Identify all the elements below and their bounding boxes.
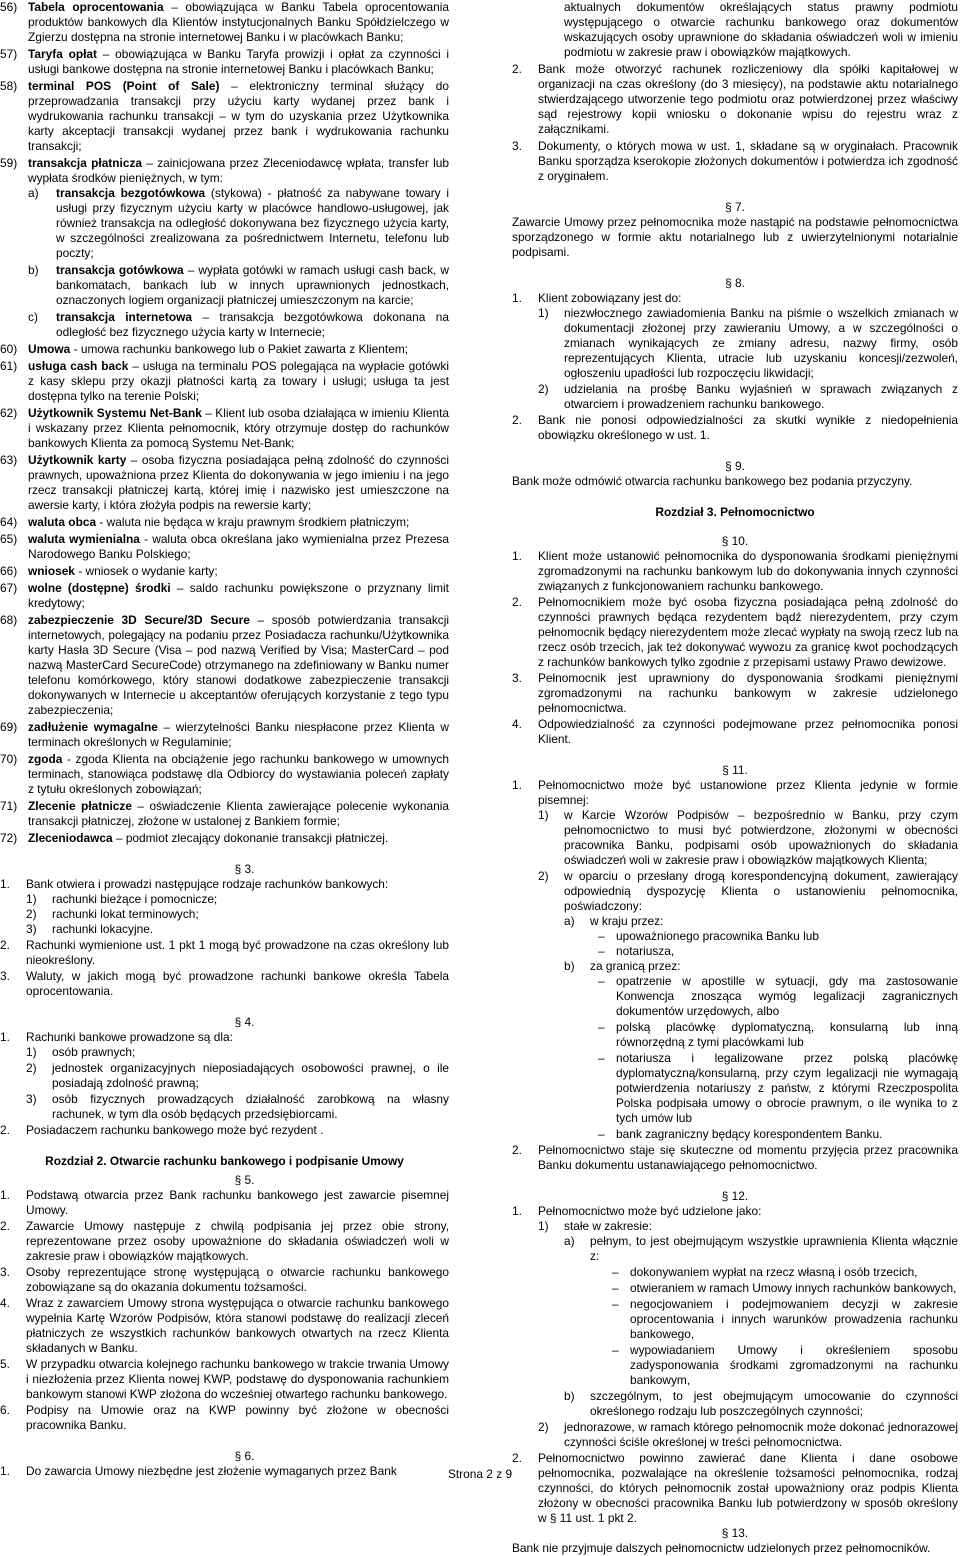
item-text: Rozdział 3. Pełnomocnictwo <box>655 505 815 519</box>
item-number: 2) <box>538 1420 549 1434</box>
item-text: dokonywaniem wypłat na rzecz własną i osób trzecich, <box>630 1265 918 1279</box>
item-text: niezwłocznego zawiadomienia Banku na piśmie o wszelkich zmianach w dokumentacji złożonej przy zawieraniu Umowy, a w szczególności o zmianach wynikających ze zmiany adresu, nazwy firmy, osób reprezentujących Klienta, utracie lub uzyskaniu koncesji/zezwoleń, ogłoszeniu upadłości lub rozpoczęciu likwidacji; <box>564 306 958 380</box>
item-text: Rachunki bankowe prowadzone są dla: <box>26 1030 233 1044</box>
item-number: 5. <box>0 1357 10 1371</box>
item-text: upoważnionego pracownika Banku lub <box>616 929 819 943</box>
left-item <box>0 1061 449 1091</box>
item-text: za granicą przez: <box>590 959 681 973</box>
right-item <box>512 1526 958 1541</box>
item-text: Klient zobowiązany jest do: <box>538 291 682 305</box>
item-number: 2) <box>26 907 37 921</box>
left-item <box>0 342 449 357</box>
item-text: § 12. <box>721 1189 749 1203</box>
term: usługa cash back <box>28 359 129 373</box>
item-text: § 5. <box>234 1173 255 1187</box>
right-item <box>512 1281 958 1296</box>
left-item <box>0 938 449 968</box>
item-text: Odpowiedzialność za czynności podejmowane przez pełnomocnika ponosi Klient. <box>538 717 958 746</box>
item-text: Pełnomocnictwo może być ustanowione przez Klienta jedynie w formie pisemnej: <box>538 778 958 807</box>
item-number: – <box>612 1265 619 1279</box>
item-number: b) <box>564 1389 575 1403</box>
item-text: - zgoda Klienta na obciążenie jego rachunku bankowego w umownych terminach, stanowiąca podstawę dla Odbiorcy do wystawiania poleceń zapłaty z tytułu określonych zobowiązań; <box>28 752 449 796</box>
right-item <box>512 1420 958 1450</box>
item-text: Bank otwiera i prowadzi następujące rodzaje rachunków bankowych: <box>26 877 389 891</box>
item-number: 2) <box>538 382 549 396</box>
right-item <box>512 200 958 215</box>
item-number: 3) <box>26 922 37 936</box>
left-item <box>0 310 449 340</box>
right-item <box>512 1189 958 1204</box>
item-number: 4. <box>0 1296 10 1310</box>
right-item <box>512 306 958 381</box>
item-number: 56) <box>0 0 18 14</box>
right-item <box>512 717 958 747</box>
left-item <box>0 1296 449 1356</box>
item-text: Pełnomocnictwo staje się skuteczne od momentu przyjęcia przez pracownika Banku dokumentu ustanawiającego pełnomocnictwo. <box>538 1143 958 1172</box>
right-item <box>512 671 958 716</box>
left-item <box>0 1030 449 1045</box>
item-number: 3. <box>0 1265 10 1279</box>
left-item <box>0 877 449 892</box>
item-number: 2. <box>0 1123 10 1137</box>
left-item <box>0 1357 449 1402</box>
term: wolne (dostępne) środki <box>28 581 171 595</box>
item-text: opatrzenie w apostille w sytuacji, gdy ma zastosowanie Konwencja znosząca wymóg legalizacji zagranicznych dokumentów urzędowych, albo <box>616 974 958 1018</box>
right-item <box>512 215 958 260</box>
item-number: 1) <box>538 808 549 822</box>
item-text: Klient może ustanowić pełnomocnika do dysponowania środkami pieniężnymi zgromadzonymi na rachunku bankowym lub do dokonywania innych czynności związanych z funkcjonowaniem rachunku bankowego. <box>538 549 958 593</box>
item-text: Zawarcie Umowy przez pełnomocnika może nastąpić na podstawie pełnomocnictwa sporządzonego w formie aktu notarialnego lub z uwierzytelnionymi notarialnie podpisami. <box>512 215 958 259</box>
item-number: 63) <box>0 453 18 467</box>
term: terminal POS (Point of Sale) <box>28 79 220 93</box>
item-text: – saldo rachunku powiększone o przyznany limit kredytowy; <box>28 581 449 610</box>
item-text: bank zagraniczny będący korespondentem Banku. <box>616 1127 883 1141</box>
item-number: 1. <box>0 877 10 891</box>
item-number: 71) <box>0 799 18 813</box>
right-item <box>512 62 958 137</box>
item-text: rachunki bieżące i pomocnicze; <box>52 892 218 906</box>
term: Zleceniodawca <box>28 831 113 845</box>
item-number: a) <box>564 914 575 928</box>
right-item <box>512 1204 958 1219</box>
item-number: – <box>612 1297 619 1311</box>
left-item <box>0 532 449 562</box>
right-item <box>512 1143 958 1173</box>
left-column <box>0 0 449 1479</box>
item-text: osób fizycznych prowadzących działalność zarobkową na własny rachunek, w tym dla osób będących przedsiębiorcami. <box>52 1092 449 1121</box>
left-item <box>0 515 449 530</box>
item-text: § 11. <box>722 763 748 777</box>
item-number: 1. <box>512 549 522 563</box>
left-item <box>0 862 449 877</box>
item-text: Osoby reprezentujące stronę występującą o otwarcie rachunku bankowego zobowiązane są do okazania dokumentu tożsamości. <box>26 1265 449 1294</box>
item-text: notariusza, <box>616 944 675 958</box>
item-number: 57) <box>0 47 18 61</box>
item-number: 2. <box>512 1451 522 1465</box>
item-number: 67) <box>0 581 18 595</box>
right-item <box>512 1020 958 1050</box>
item-text: Bank nie przyjmuje dalszych pełnomocnictw udzielonych przez pełnomocników. <box>512 1541 931 1555</box>
item-text: – oświadczenie Klienta zawierające polecenie wykonania transakcji płatniczej, złożone w ustalonej z Bankiem formie; <box>28 799 449 828</box>
item-text: stałe w zakresie: <box>564 1219 652 1233</box>
left-item <box>0 453 449 513</box>
item-number: 62) <box>0 406 18 420</box>
item-text: § 7. <box>725 200 745 214</box>
item-number: 2. <box>512 1143 522 1157</box>
item-text: § 8. <box>725 276 745 290</box>
right-item <box>512 1127 958 1142</box>
item-text: – transakcja bezgotówkowa dokonana na odległość bez fizycznego użycia karty w Internecie; <box>56 310 449 339</box>
right-item <box>512 413 958 443</box>
item-number: 59) <box>0 156 18 170</box>
right-item <box>512 534 958 549</box>
left-item <box>0 907 449 922</box>
item-text: Rozdział 2. Otwarcie rachunku bankowego i podpisanie Umowy <box>45 1154 404 1168</box>
right-item <box>512 974 958 1019</box>
left-item <box>0 799 449 829</box>
left-item <box>0 720 449 750</box>
item-number: – <box>598 974 605 988</box>
item-text: – wypłata gotówki w ramach usługi cash back, w bankomatach, bankach lub w innych uprawnionych jednostkach, oznaczonych logiem organizacji płatniczej umieszczonym na karcie; <box>56 263 449 307</box>
item-number: 70) <box>0 752 18 766</box>
item-text: – wierzytelności Banku niespłacone przez Klienta w terminach określonych w Regulaminie; <box>28 720 449 749</box>
item-number: 2. <box>512 413 522 427</box>
right-item <box>512 1541 958 1556</box>
item-text: – zainicjowana przez Zleceniodawcę wpłata, transfer lub wypłata środków pieniężnych, w tym: <box>28 156 449 185</box>
item-text: Dokumenty, o których mowa w ust. 1, składane są w oryginałach. Pracownik Banku sporządza kserokopie złożonych dokumentów i potwierdza ich zgodność z oryginałem. <box>538 139 958 183</box>
item-text: Pełnomocnikiem może być osoba fizyczna posiadająca pełną zdolność do czynności prawnych będąca rezydentem bądź nierezydentem, przy czym pełnomocnik będący nierezydentem może zlecać wypłaty na swoją rzecz lub na rzecz osób trzecich, jak też dokonywać wywozu za granicę kwot pochodzących z rachunków bankowych tylko zgodnie z przepisami ustawy Prawo dewizowe. <box>538 595 958 669</box>
left-item <box>0 79 449 154</box>
term: Zlecenie płatnicze <box>28 799 132 813</box>
term: Użytkownik karty <box>28 453 127 467</box>
term: waluta obca <box>28 515 97 529</box>
right-item <box>512 1219 958 1234</box>
item-number: 3. <box>512 139 522 153</box>
term: transakcja internetowa <box>56 310 192 324</box>
left-item <box>0 969 449 999</box>
right-item <box>512 1265 958 1280</box>
item-text: negocjowaniem i podejmowaniem decyzji w zakresie oprocentowania i innych warunków prowadzenia rachunku bankowego, <box>630 1297 958 1341</box>
right-item <box>512 929 958 944</box>
item-text: Do zawarcia Umowy niezbędne jest złożenie wymaganych przez Bank <box>26 1464 397 1478</box>
item-text: jednostek organizacyjnych nieposiadających osobowości prawnej, o ile posiadają zdolność prawną; <box>52 1061 449 1090</box>
item-text: Bank nie ponosi odpowiedzialności za skutki wynikłe z niedopełnienia obowiązku określonego w ust. 1. <box>538 413 958 442</box>
item-text: otwieraniem w ramach Umowy innych rachunków bankowych, <box>630 1281 957 1295</box>
right-item <box>512 1051 958 1126</box>
left-item <box>0 1219 449 1264</box>
left-item <box>0 156 449 186</box>
right-item <box>512 595 958 670</box>
right-item <box>512 276 958 291</box>
item-number: 1) <box>26 892 37 906</box>
item-number: 1. <box>512 778 522 792</box>
item-text: Posiadaczem rachunku bankowego może być rezydent . <box>26 1123 324 1137</box>
item-number: 2. <box>0 1219 10 1233</box>
item-number: b) <box>28 263 39 277</box>
item-number: – <box>598 1127 605 1141</box>
left-item <box>0 1092 449 1122</box>
item-text: - wniosek o wydanie karty; <box>74 564 218 578</box>
item-number: 2. <box>0 938 10 952</box>
item-text: osób prawnych; <box>52 1045 136 1059</box>
right-item <box>512 778 958 808</box>
left-item <box>0 406 449 451</box>
item-number: 66) <box>0 564 18 578</box>
item-text: – osoba fizyczna posiadająca pełną zdolność do czynności prawnych, upoważniona przez Klienta do dokonywania w jego imieniu i na jego rzecz transakcji płatniczej kartą, której imię i nazwisko jest umieszczone na awersie karty, i która złożyła podpis na rewersie karty; <box>28 453 449 512</box>
right-item <box>512 139 958 184</box>
page-footer: Strona 2 z 9 <box>447 1467 513 1481</box>
left-item <box>0 1265 449 1295</box>
left-item <box>0 186 449 261</box>
item-text: § 6. <box>234 1449 255 1463</box>
left-item <box>0 1449 449 1464</box>
right-item <box>512 914 958 929</box>
item-text: – sposób potwierdzania transakcji internetowych, polegający na podaniu przez Posiadacza rachunku/Użytkownika karty Hasła 3D Secure (Visa – pod nazwą Verified by Visa; MasterCard – pod nazwą MasterCard SecureCode) otrzymanego na zdefiniowany w Banku numer telefonu komórkowego, który stanowi dodatkowe zabezpieczenie transakcji dokonywanych w Internecie u akceptantów oferujących korzystanie z tego typu zabezpieczenia; <box>28 613 449 717</box>
term: Taryfa opłat <box>28 47 97 61</box>
item-number: 64) <box>0 515 18 529</box>
item-text: jednorazowe, w ramach którego pełnomocnik może dokonać jednorazowej czynności ściśle określonej w treści pełnomocnictwa. <box>564 1420 958 1449</box>
item-text: notariusza i legalizowane przez polską placówkę dyplomatyczną/konsularną, przy czym legalizacji nie wymagają potwierdzenia notariuszy z państw, z którymi Rzeczpospolita Polska podpisała umowy o obrocie prawnym, o ile wynika to z tych umów lub <box>616 1051 958 1125</box>
term: zabezpieczenie 3D Secure/3D Secure <box>28 613 250 627</box>
item-text: w Karcie Wzorów Podpisów – bezpośrednio w Banku, przy czym pełnomocnictwo to musi być potwierdzone, złożonymi w obecności pracownika Banku, podpisami osób upoważnionych do składania oświadczeń woli w zakresie praw i obowiązków majątkowych Klienta; <box>564 808 958 867</box>
item-number: 3. <box>0 969 10 983</box>
item-number: a) <box>28 186 39 200</box>
item-text: – podmiot zlecający dokonanie transakcji płatniczej. <box>112 831 389 845</box>
item-text: W przypadku otwarcia kolejnego rachunku bankowego w trakcie trwania Umowy i niezłożenia przez Klienta nowej KWP, podstawę do dysponowania rachunkiem bankowym stanowi KWP złożona do wcześniej otwartego rachunku bankowego. <box>26 1357 449 1401</box>
item-number: 1) <box>538 1219 549 1233</box>
item-text: Bank może otworzyć rachunek rozliczeniowy dla spółki kapitałowej w organizacji na czas określony (do 3 miesięcy), na podstawie aktu notarialnego stwierdzającego utworzenie tego podmiotu oraz potwierdzonej przez właściwy sąd rejestrowy kopii wniosku o dokonanie wpisu do rejestru wraz z załącznikami. <box>538 62 958 136</box>
right-item <box>512 869 958 914</box>
item-text: wypowiadaniem Umowy i określeniem sposobu zadysponowania środkami zgromadzonymi na rachunku bankowym, <box>630 1343 958 1387</box>
item-text: - waluta nie będąca w kraju prawnym środkiem płatniczym; <box>96 515 410 529</box>
right-item <box>512 808 958 868</box>
item-number: 65) <box>0 532 18 546</box>
item-text: (stykowa) - płatność za nabywane towary i usługi przy fizycznym użyciu karty w placówce handlowo-usługowej, jak również transakcja na odległość dokonywana bez fizycznego użycia karty, w szczególności zrealizowana za pośrednictwem Internetu, telefonu lub poczty; <box>56 186 449 260</box>
item-text: § 13. <box>721 1526 749 1540</box>
item-text: rachunki lokat terminowych; <box>52 907 199 921</box>
item-text: Pełnomocnik jest uprawniony do dysponowania środkami pieniężnymi zgromadzonymi na rachunku bankowym w zakresie udzielonego pełnomocnictwa. <box>538 671 958 715</box>
right-item <box>512 1234 958 1264</box>
item-number: 2) <box>538 869 549 883</box>
right-item <box>512 0 958 60</box>
left-item <box>0 1403 449 1433</box>
item-number: 6. <box>0 1403 10 1417</box>
left-item <box>0 1173 449 1188</box>
item-number: 1. <box>512 291 522 305</box>
item-number: 1. <box>512 1204 522 1218</box>
item-number: 1. <box>0 1188 10 1202</box>
left-item <box>0 613 449 718</box>
term: transakcja gotówkowa <box>56 263 184 277</box>
item-text: - umowa rachunku bankowego lub o Pakiet zawarta z Klientem; <box>70 342 409 356</box>
left-item <box>0 1045 449 1060</box>
right-item <box>512 1389 958 1419</box>
item-text: Pełnomocnictwo powinno zawierać dane Klienta i dane osobowe pełnomocnika, pozwalające na określenie tożsamości pełnomocnika, rodzaj czynności, do których pełnomocnik został upoważniony oraz podpis Klienta złożony w obecności pracownika Banku lub potwierdzony w sposób określony w § 11 ust. 1 pkt 2. <box>538 1451 958 1525</box>
term: transakcja bezgotówkowa <box>56 186 206 200</box>
item-text: – elektroniczny terminal służący do przeprowadzania transakcji przy użyciu karty wydanej przez bank i wydrukowania rachunku transakcji – w tym do uzyskania przez Użytkownika karty akceptacji transakcji wydanej przez bank i wydrukowania rachunku transakcji; <box>28 79 449 153</box>
term: waluta wymienialna <box>28 532 140 546</box>
term: zgoda <box>28 752 63 766</box>
item-text: Podstawą otwarcia przez Bank rachunku bankowego jest zawarcie pisemnej Umowy. <box>26 1188 449 1217</box>
item-number: b) <box>564 959 575 973</box>
item-number: – <box>598 1051 605 1065</box>
item-text: rachunki lokacyjne. <box>52 922 154 936</box>
term: Tabela oprocentowania <box>28 0 164 14</box>
item-text: pełnym, to jest obejmującym wszystkie uprawnienia Klienta włącznie z: <box>590 1234 958 1263</box>
right-item <box>512 291 958 306</box>
item-text: Bank może odmówić otwarcia rachunku bankowego bez podania przyczyny. <box>512 474 913 488</box>
left-item <box>0 263 449 308</box>
item-number: 60) <box>0 342 18 356</box>
item-number: 69) <box>0 720 18 734</box>
item-text: Wraz z zawarciem Umowy strona występująca o otwarcie rachunku bankowego wypełnia Kartę Wzorów Podpisów, która stanowi podstawę do realizacji zleceń płatniczych ze wszystkich rachunków bankowych otwartych na rzecz Klienta składanych w Banku. <box>26 1296 449 1355</box>
term: Umowa <box>28 342 71 356</box>
item-text: w kraju przez: <box>590 914 664 928</box>
left-item <box>0 892 449 907</box>
right-item <box>512 1297 958 1342</box>
item-text: § 3. <box>234 862 255 876</box>
item-number: 1) <box>26 1045 37 1059</box>
item-number: 68) <box>0 613 18 627</box>
right-item <box>512 1343 958 1388</box>
item-text: § 9. <box>725 459 745 473</box>
item-text: – Klient lub osoba działająca w imieniu Klienta i wskazany przez Klienta pełnomocnik, który otrzymuje dostęp do rachunków bankowych Klienta za pomocą Systemu Net-Bank; <box>28 406 450 450</box>
right-item <box>512 382 958 412</box>
item-number: 1. <box>0 1030 10 1044</box>
item-number: a) <box>564 1234 575 1248</box>
left-item <box>0 831 449 846</box>
left-item <box>0 1188 449 1218</box>
item-text: szczególnym, to jest obejmującym umocowanie do czynności określonego rodzaju lub poszczególnych czynności; <box>590 1389 958 1418</box>
left-item <box>0 47 449 77</box>
item-text: - waluta obca określana jako wymienialna przez Prezesa Narodowego Banku Polskiego; <box>28 532 449 561</box>
right-item <box>512 459 958 474</box>
item-text: Podpisy na Umowie oraz na KWP powinny być złożone w obecności pracownika Banku. <box>26 1403 449 1432</box>
left-item <box>0 0 449 45</box>
term: Użytkownik Systemu Net-Bank <box>28 406 202 420</box>
item-number: 3. <box>512 671 522 685</box>
right-item <box>512 944 958 959</box>
item-number: 1) <box>538 306 549 320</box>
right-item <box>512 959 958 974</box>
left-item <box>0 1015 449 1030</box>
right-item <box>512 505 958 520</box>
item-text: Zawarcie Umowy następuje z chwilą podpisania jej przez obie strony, reprezentowane przez osoby upoważnione do składania oświadczeń woli w zakresie praw i obowiązków majątkowych. <box>26 1219 449 1263</box>
item-number: 72) <box>0 831 18 845</box>
item-text: § 4. <box>234 1015 255 1029</box>
item-text: Pełnomocnictwo może być udzielone jako: <box>538 1204 762 1218</box>
item-text: Waluty, w jakich mogą być prowadzone rachunki bankowe określa Tabela oprocentowania. <box>26 969 449 998</box>
term: transakcja płatnicza <box>28 156 143 170</box>
left-item <box>0 581 449 611</box>
left-item <box>0 1123 449 1138</box>
item-number: 4. <box>512 717 522 731</box>
item-number: – <box>612 1281 619 1295</box>
left-item <box>0 922 449 937</box>
left-item <box>0 752 449 797</box>
right-item <box>512 763 958 778</box>
item-text: polską placówkę dyplomatyczną, konsularną lub inną równorzędną z tymi placówkami lub <box>616 1020 958 1049</box>
right-item <box>512 549 958 594</box>
item-text: Rachunki wymienione ust. 1 pkt 1 mogą być prowadzone na czas określony lub nieokreślony. <box>26 938 449 967</box>
item-number: 61) <box>0 359 18 373</box>
item-number: – <box>598 1020 605 1034</box>
item-number: 3) <box>26 1092 37 1106</box>
item-number: – <box>612 1343 619 1357</box>
term: zadłużenie wymagalne <box>28 720 158 734</box>
item-text: § 10. <box>721 534 749 548</box>
item-number: c) <box>28 310 38 324</box>
item-number: 2) <box>26 1061 37 1075</box>
item-text: – obowiązująca w Banku Taryfa prowizji i opłat za czynności i usługi bankowe dostępna na stronie internetowej Banku i placówkach Banku; <box>28 47 450 76</box>
item-text: w oparciu o przesłany drogą korespondencyjną dokument, zawierający odpowiednią dyspozycję Klienta o ustanowieniu pełnomocnika, poświadczony: <box>564 869 958 913</box>
item-number: 2. <box>512 62 522 76</box>
item-number: – <box>598 944 605 958</box>
left-item <box>0 564 449 579</box>
item-number: 58) <box>0 79 18 93</box>
left-item <box>0 1154 449 1169</box>
item-text: udzielania na prośbę Banku wyjaśnień w sprawach związanych z otwarciem i prowadzeniem rachunku bankowego. <box>564 382 958 411</box>
right-item <box>512 474 958 489</box>
item-number: – <box>598 929 605 943</box>
right-item <box>512 1451 958 1526</box>
item-number: 1. <box>0 1464 10 1478</box>
item-text: aktualnych dokumentów określających status prawny podmiotu występującego o otwarcie rachunku bankowego oraz dokumentów wskazujących osoby uprawnione do składania oświadczeń woli w imieniu podmiotu w zakresie praw i obowiązków majątkowych. <box>564 0 958 59</box>
item-text: – obowiązująca w Banku Tabela oprocentowania produktów bankowych dla Klientów instytucjonalnych Banku Spółdzielczego w Zgierzu dostępna na stronie internetowej Banku i w placówkach Banku; <box>28 0 449 44</box>
right-column <box>512 0 958 1556</box>
item-number: 2. <box>512 595 522 609</box>
term: wniosek <box>28 564 75 578</box>
item-text: – usługa na terminalu POS polegająca na wypłacie gotówki z kasy sklepu przy okazji płatności kartą za towary i usługi; usługa ta jest dostępna tylko na terenie Polski; <box>28 359 449 403</box>
left-item <box>0 359 449 404</box>
